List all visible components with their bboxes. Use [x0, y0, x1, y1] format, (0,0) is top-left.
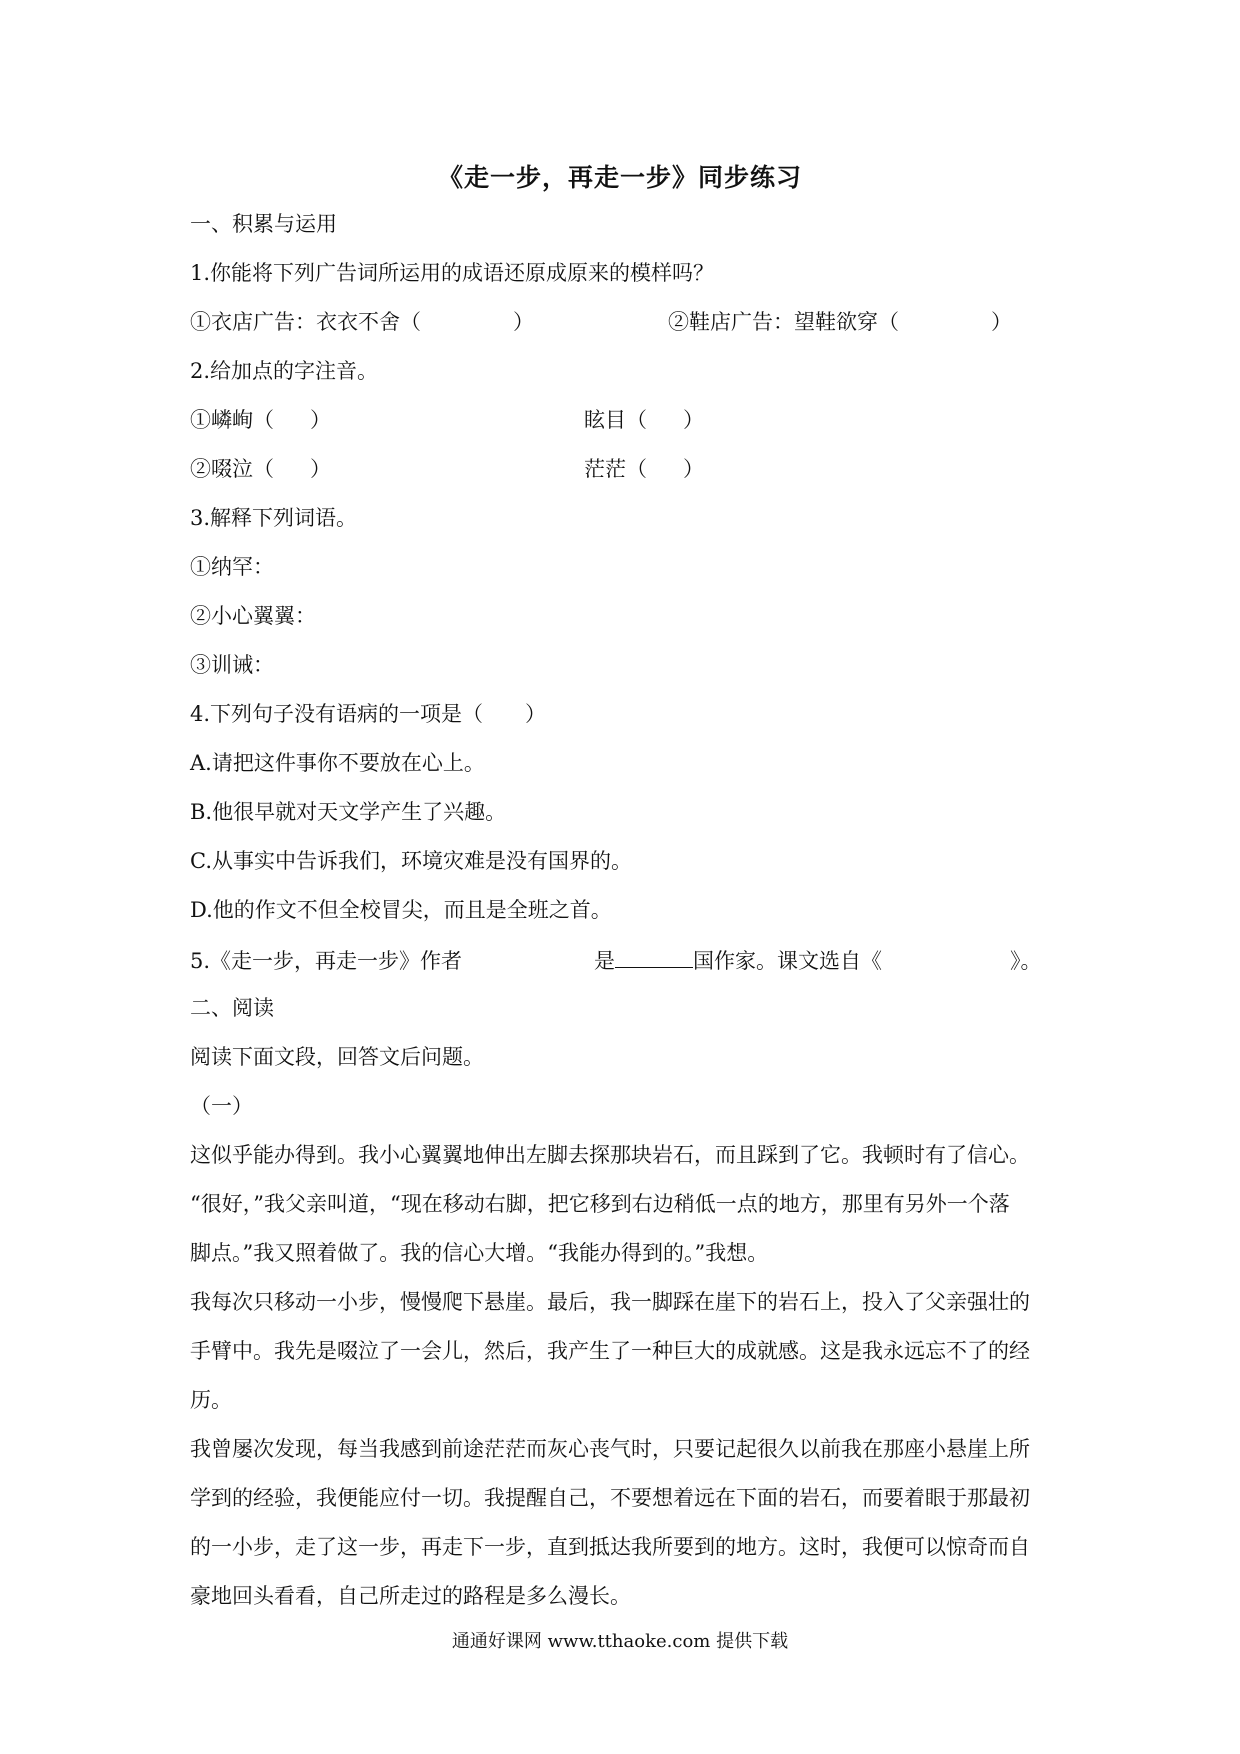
passage-line: 历。	[190, 1388, 232, 1412]
question-4-prompt: 4.下列句子没有语病的一项是（ ）	[190, 702, 547, 726]
question-2-item-3-close: ）	[310, 457, 331, 481]
question-3-item: ①纳罕：	[190, 555, 274, 579]
passage-label: （一）	[190, 1094, 253, 1118]
question-1-prompt: 1.你能将下列广告词所运用的成语还原成原来的模样吗？	[190, 261, 715, 285]
question-2-item-3-label: ②啜泣（	[190, 457, 274, 481]
question-4-option: D.他的作文不但全校冒尖，而且是全班之首。	[190, 898, 612, 922]
question-2-prompt: 2.给加点的字注音。	[190, 359, 379, 383]
question-2-item-1-close: ）	[310, 408, 331, 432]
question-1-item-b-label: ②鞋店广告：望鞋欲穿（	[668, 310, 899, 334]
passage-line: “很好，”我父亲叫道，“现在移动右脚，把它移到右边稍低一点的地方，那里有另外一个落	[190, 1192, 1010, 1216]
question-1-item-b	[668, 308, 1012, 336]
passage-line: 我每次只移动一小步，慢慢爬下悬崖。最后，我一脚踩在崖下的岩石上，投入了父亲强壮的	[190, 1290, 1030, 1314]
question-2-item-2-label: 眩目（	[584, 408, 647, 432]
question-2-item-4-label: 茫茫（	[584, 457, 647, 481]
question-3-item: ③训诫：	[190, 653, 274, 677]
question-1-item-a-label: ①衣店广告：衣衣不舍（	[190, 310, 421, 334]
question-5	[190, 945, 1042, 975]
question-2-item-4	[584, 455, 704, 483]
passage-line: 脚点。”我又照着做了。我的信心大增。“我能办得到的。”我想。	[190, 1241, 769, 1265]
question-5-part-4: 》。	[1010, 949, 1042, 973]
reading-instruction: 阅读下面文段，回答文后问题。	[190, 1045, 484, 1069]
passage-line: 豪地回头看看，自己所走过的路程是多么漫长。	[190, 1584, 631, 1608]
question-2-item-3	[190, 455, 331, 483]
question-1-item-a-close: ）	[513, 310, 534, 334]
question-2-item-4-close: ）	[683, 457, 704, 481]
question-2-item-1	[190, 406, 331, 434]
question-4-option: A.请把这件事你不要放在心上。	[190, 751, 485, 775]
question-5-part-2: 是	[594, 949, 616, 973]
question-3-prompt: 3.解释下列词语。	[190, 506, 358, 530]
question-1-item-b-close: ）	[991, 310, 1012, 334]
question-2-item-2	[584, 406, 704, 434]
question-5-part-1: 5.《走一步，再走一步》作者	[190, 949, 463, 973]
section-heading-1: 一、积累与运用	[190, 212, 337, 236]
question-1-item-a	[190, 308, 534, 336]
question-2-item-1-label: ①嶙峋（	[190, 408, 274, 432]
question-2-item-2-close: ）	[683, 408, 704, 432]
passage-line: 我曾屡次发现，每当我感到前途茫茫而灰心丧气时，只要记起很久以前我在那座小悬崖上所	[190, 1437, 1030, 1461]
answer-blank	[615, 945, 693, 968]
question-5-part-3: 国作家。课文选自《	[693, 949, 883, 973]
page-title: 《走一步，再走一步》同步练习	[437, 163, 802, 192]
question-4-option: C.从事实中告诉我们，环境灾难是没有国界的。	[190, 849, 632, 873]
question-4-option: B.他很早就对天文学产生了兴趣。	[190, 800, 507, 824]
question-3-item: ②小心翼翼：	[190, 604, 316, 628]
section-heading-2: 二、阅读	[190, 996, 274, 1020]
passage-line: 的一小步，走了这一步，再走下一步，直到抵达我所要到的地方。这时，我便可以惊奇而自	[190, 1535, 1030, 1559]
passage-line: 这似乎能办得到。我小心翼翼地伸出左脚去探那块岩石，而且踩到了它。我顿时有了信心。	[190, 1143, 1030, 1167]
page-footer: 通通好课网 www.tthaoke.com 提供下载	[451, 1631, 789, 1652]
passage-line: 手臂中。我先是啜泣了一会儿，然后，我产生了一种巨大的成就感。这是我永远忘不了的经	[190, 1339, 1030, 1363]
passage-line: 学到的经验，我便能应付一切。我提醒自己，不要想着远在下面的岩石，而要着眼于那最初	[190, 1486, 1030, 1510]
